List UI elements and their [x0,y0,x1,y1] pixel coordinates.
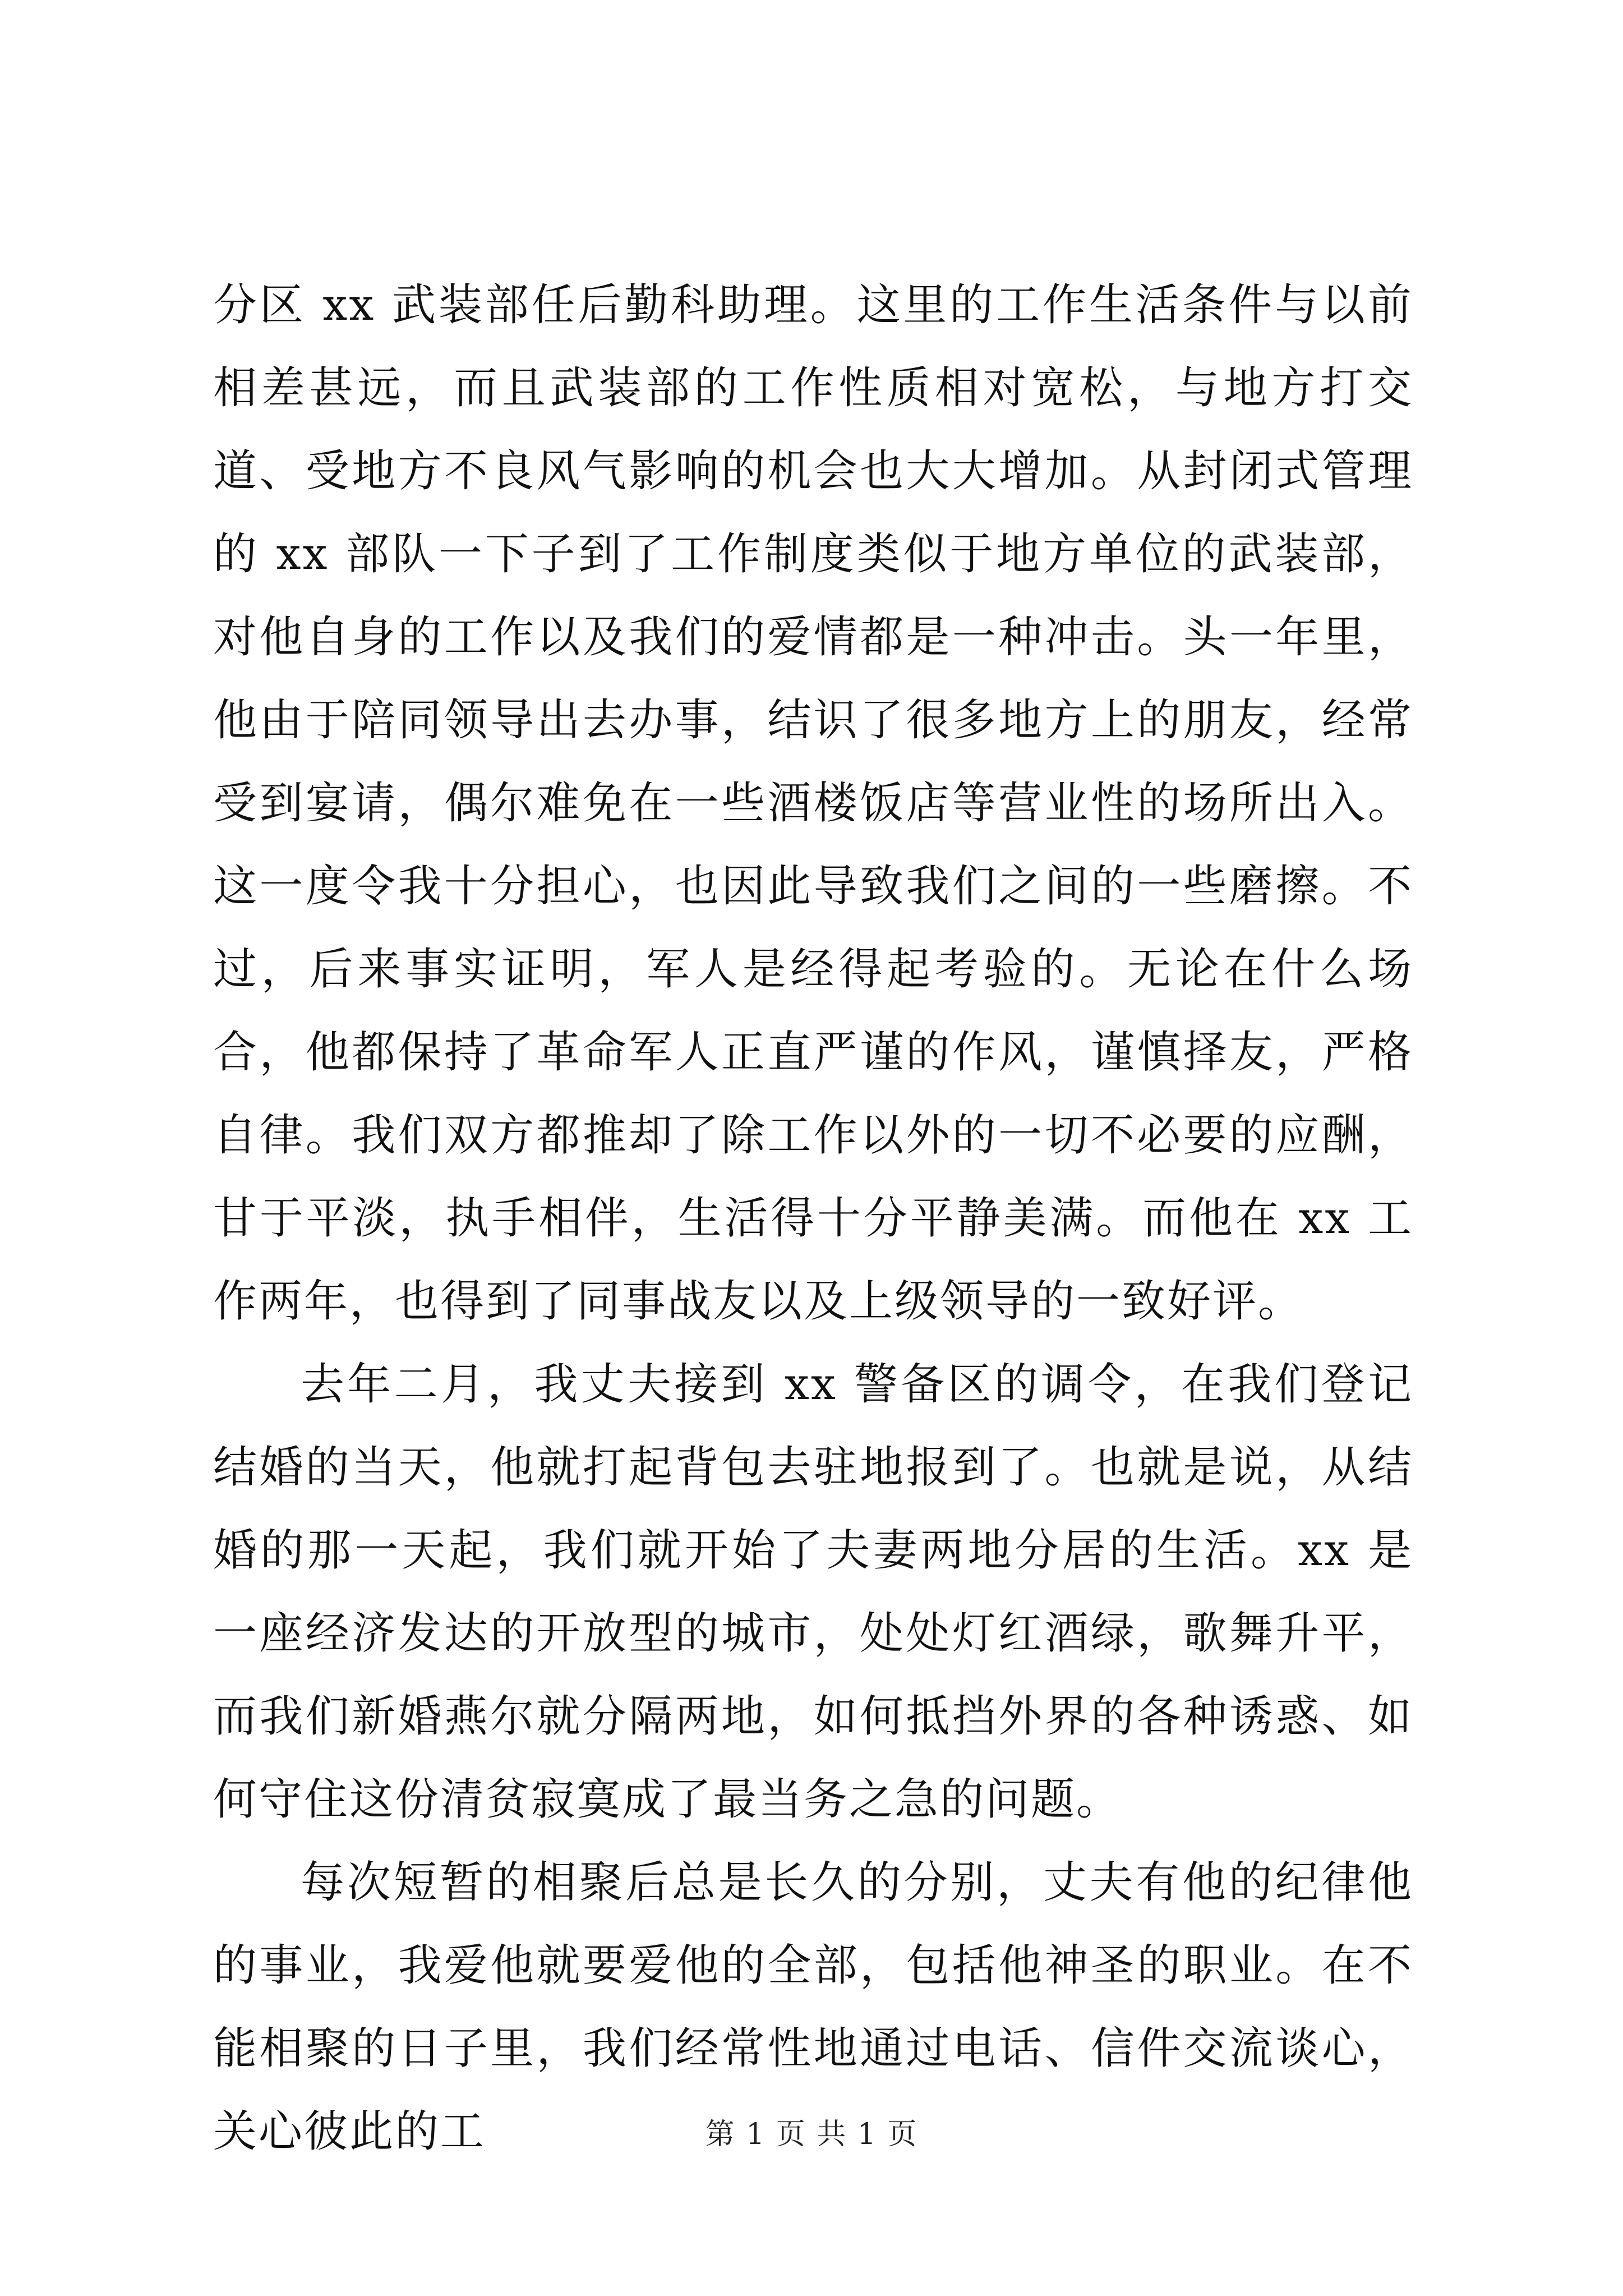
document-body [213,264,1413,2173]
paragraph-3: 每次短暂的相聚后总是长久的分别，丈夫有他的纪律他的事业，我爱他就要爱他的全部，包括他神圣的职业。在不能相聚的日子里，我们经常性地通过电话、信件交流谈心，关心彼此的工 [213,1857,1413,2157]
paragraph-2: 去年二月，我丈夫接到 xx 警备区的调令，在我们登记结婚的当天，他就打起背包去驻地报到了。也就是说，从结婚的那一天起，我们就开始了夫妻两地分居的生活。xx 是一座经济发达的开放型的城市，处处灯红酒绿，歌舞升平，而我们新婚燕尔就分隔两地，如何抵挡外界的各种诱惑、如何守住这份清贫寂寞成了最当务之急的问题。 [213,1359,1413,1825]
paragraph-1: 分区 xx 武装部任后勤科助理。这里的工作生活条件与以前相差甚远，而且武装部的工作性质相对宽松，与地方打交道、受地方不良风气影响的机会也大大增加。从封闭式管理的 xx 部队一下子到了工作制度类似于地方单位的武装部，对他自身的工作以及我们的爱情都是一种冲击。头一年里，他由于陪同领导出去办事，结识了很多地方上的朋友，经常受到宴请，偶尔难免在一些酒楼饭店等营业性的场所出入。这一度令我十分担心，也因此导致我们之间的一些磨擦。不过，后来事实证明，军人是经得起考验的。无论在什么场合，他都保持了革命军人正直严谨的作风，谨慎择友，严格自律。我们双方都推却了除工作以外的一切不必要的应酬，甘于平淡，执手相伴，生活得十分平静美满。而他在 xx 工作两年，也得到了同事战友以及上级领导的一致好评。 [213,280,1413,1327]
page-footer: 第 1 页 共 1 页 [705,2118,918,2151]
